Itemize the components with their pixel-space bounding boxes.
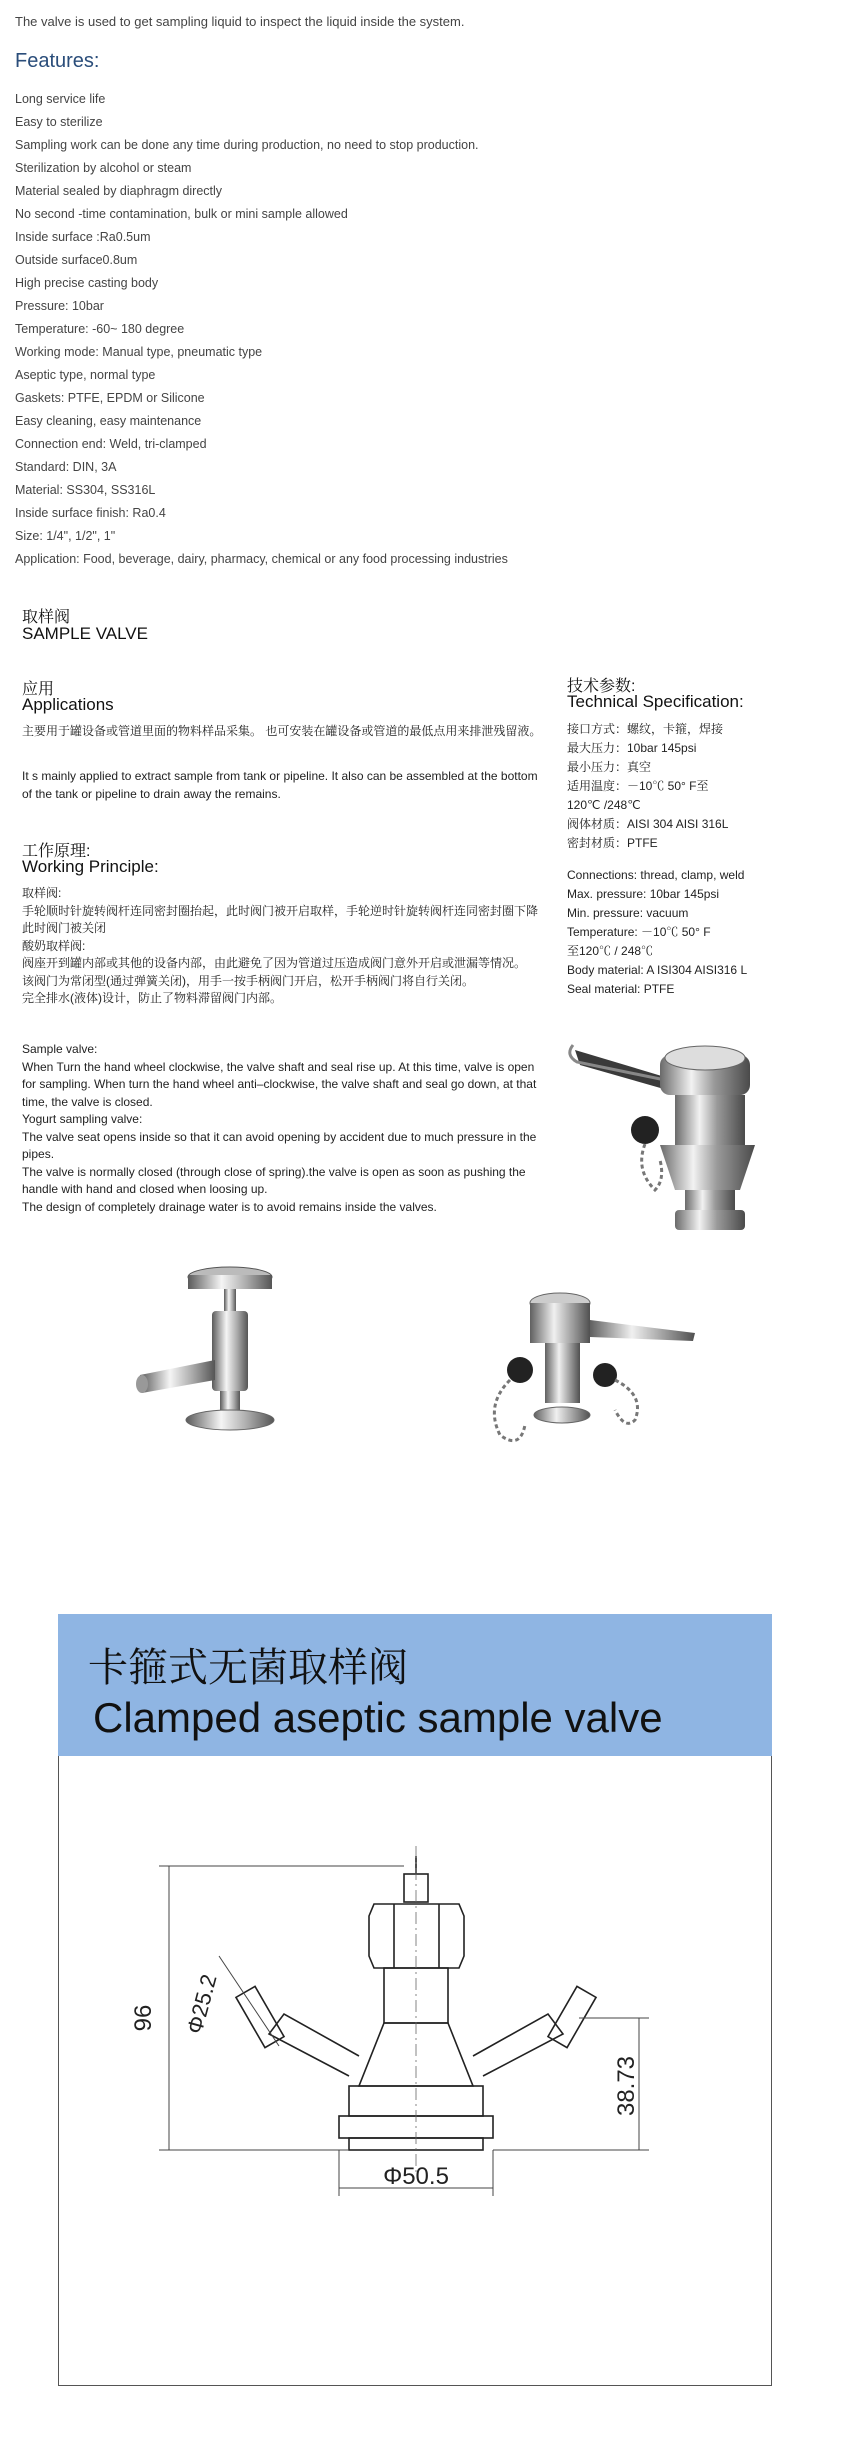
chain-valve-photo <box>465 1285 705 1465</box>
principle-line-zh: 手轮顺时针旋转阀杆连同密封圈抬起，此时阀门被开启取样，手轮逆时针旋转阀杆连同密封圈下降此时阀门被关闭 <box>22 903 539 935</box>
drawing-title-en: Clamped aseptic sample valve <box>93 1694 663 1741</box>
principle-text-zh <box>22 885 542 1008</box>
feature-item: Material: SS304, SS316L <box>15 483 156 497</box>
features-list <box>15 88 508 571</box>
feature-item: Gaskets: PTFE, EPDM or Silicone <box>15 391 205 405</box>
principle-line-en: Sample valve: <box>22 1042 98 1056</box>
principle-line-zh: 完全排水(液体)设计，防止了物料滞留阀门内部。 <box>22 991 282 1005</box>
spec-line-zh: 最大压力：10bar 145psi <box>567 741 697 755</box>
principle-heading-en: Working Principle: <box>22 857 159 876</box>
spec-line-en: Max. pressure: 10bar 145psi <box>567 887 720 901</box>
feature-item: High precise casting body <box>15 276 159 290</box>
dim-side: 38.73 <box>613 2055 640 2117</box>
spec-line-en: 至120℃ / 248℃ <box>567 944 654 958</box>
spec-line-en: Seal material: PTFE <box>567 982 675 996</box>
principle-line-en: The valve is normally closed (through close of spring).the valve is open as soon as pushing the handle with hand and closed when loosing up. <box>22 1164 526 1196</box>
drawing-banner <box>58 1614 772 1756</box>
feature-item: Size: 1/4", 1/2", 1" <box>15 529 116 543</box>
spec-line-zh: 适用温度：－10℃ 50° F至 <box>567 779 709 793</box>
spec-line-en: Temperature: －10℃ 50° F <box>567 925 711 939</box>
feature-item: Long service life <box>15 92 106 106</box>
spec-list-zh <box>567 720 817 853</box>
feature-item: Application: Food, beverage, dairy, pharmacy, chemical or any food processing industries <box>15 552 508 566</box>
feature-item: Easy cleaning, easy maintenance <box>15 414 202 428</box>
spec-line-zh: 120℃ /248℃ <box>567 798 641 812</box>
principle-line-zh: 该阀门为常闭型(通过弹簧关闭)，用手一按手柄阀门开启，松开手柄阀门将自行关闭。 <box>22 973 474 988</box>
drawing-title-zh: 卡箍式无菌取样阀 <box>88 1645 408 1691</box>
spec-heading-zh: 技术参数: <box>567 678 636 695</box>
intro-text: The valve is used to get sampling liquid to inspect the liquid inside the system. <box>15 14 465 29</box>
dim-height: 96 <box>130 2004 157 2032</box>
principle-line-en: The design of completely drainage water is to avoid remains inside the valves. <box>22 1199 437 1214</box>
feature-item: Connection end: Weld, tri-clamped <box>15 437 207 451</box>
handwheel-valve-photo <box>120 1255 320 1445</box>
feature-item: Easy to sterilize <box>15 115 103 129</box>
dim-base: Φ50.5 <box>383 2163 449 2190</box>
feature-item: Working mode: Manual type, pneumatic type <box>15 345 263 359</box>
applications-text-zh: 主要用于罐设备或管道里面的物料样品采集。 也可安装在罐设备或管道的最低点用来排泄残留液。 <box>22 724 542 738</box>
principle-text-en <box>22 1041 542 1216</box>
applications-heading-zh: 应用 <box>22 681 55 698</box>
applications-heading-en: Applications <box>22 695 114 714</box>
spec-line-zh: 阀体材质：AISI 304 AISI 316L <box>567 817 729 831</box>
product-title-zh: 取样阀 <box>22 609 71 626</box>
principle-heading-zh: 工作原理: <box>22 843 91 860</box>
feature-item: Aseptic type, normal type <box>15 368 156 382</box>
feature-item: Standard: DIN, 3A <box>15 460 117 474</box>
product-title-en: SAMPLE VALVE <box>22 624 148 643</box>
feature-item: No second -time contamination, bulk or mini sample allowed <box>15 207 348 221</box>
spec-line-en: Min. pressure: vacuum <box>567 906 689 920</box>
applications-text-en: It s mainly applied to extract sample from tank or pipeline. It also can be assembled at the bottom of the tank or pipeline to drain away the remains. <box>22 769 538 801</box>
spec-heading-en: Technical Specification: <box>567 692 744 711</box>
technical-drawing <box>59 1756 771 2384</box>
principle-line-zh: 阀座开到罐内部或其他的设备内部，由此避免了因为管道过压造成阀门意外开启或泄漏等情况。 <box>22 956 527 970</box>
spec-line-en: Body material: A ISI304 AISI316 L <box>567 963 748 977</box>
feature-item: Pressure: 10bar <box>15 299 104 313</box>
feature-item: Outside surface0.8um <box>15 253 138 267</box>
feature-item: Inside surface :Ra0.5um <box>15 230 151 244</box>
yogurt-valve-photo <box>565 1010 825 1240</box>
features-title: Features: <box>15 50 100 72</box>
feature-item: Sampling work can be done any time during production, no need to stop production. <box>15 138 479 152</box>
spec-line-zh: 密封材质：PTFE <box>567 836 658 850</box>
feature-item: Temperature: -60~ 180 degree <box>15 322 185 336</box>
principle-line-zh: 酸奶取样阀: <box>22 938 86 953</box>
dim-port: Φ25.2 <box>181 1971 222 2037</box>
principle-line-en: When Turn the hand wheel clockwise, the valve shaft and seal rise up. At this time, valve is open for sampling. When turn the hand wheel anti–clockwise, the valve shaft and seal go down, at that time, the valve is closed. <box>22 1059 537 1109</box>
feature-item: Material sealed by diaphragm directly <box>15 184 223 198</box>
principle-line-zh: 取样阀: <box>22 886 62 900</box>
principle-line-en: The valve seat opens inside so that it can avoid opening by accident due to much pressure in the pipes. <box>22 1129 537 1161</box>
spec-list-en <box>567 866 817 999</box>
feature-item: Inside surface finish: Ra0.4 <box>15 506 166 520</box>
feature-item: Sterilization by alcohol or steam <box>15 161 192 175</box>
spec-line-zh: 接口方式：螺纹，卡箍，焊接 <box>567 722 724 736</box>
spec-line-en: Connections: thread, clamp, weld <box>567 868 745 882</box>
spec-line-zh: 最小压力：真空 <box>567 760 652 774</box>
technical-drawing-frame <box>58 1756 772 2386</box>
principle-line-en: Yogurt sampling valve: <box>22 1112 143 1126</box>
